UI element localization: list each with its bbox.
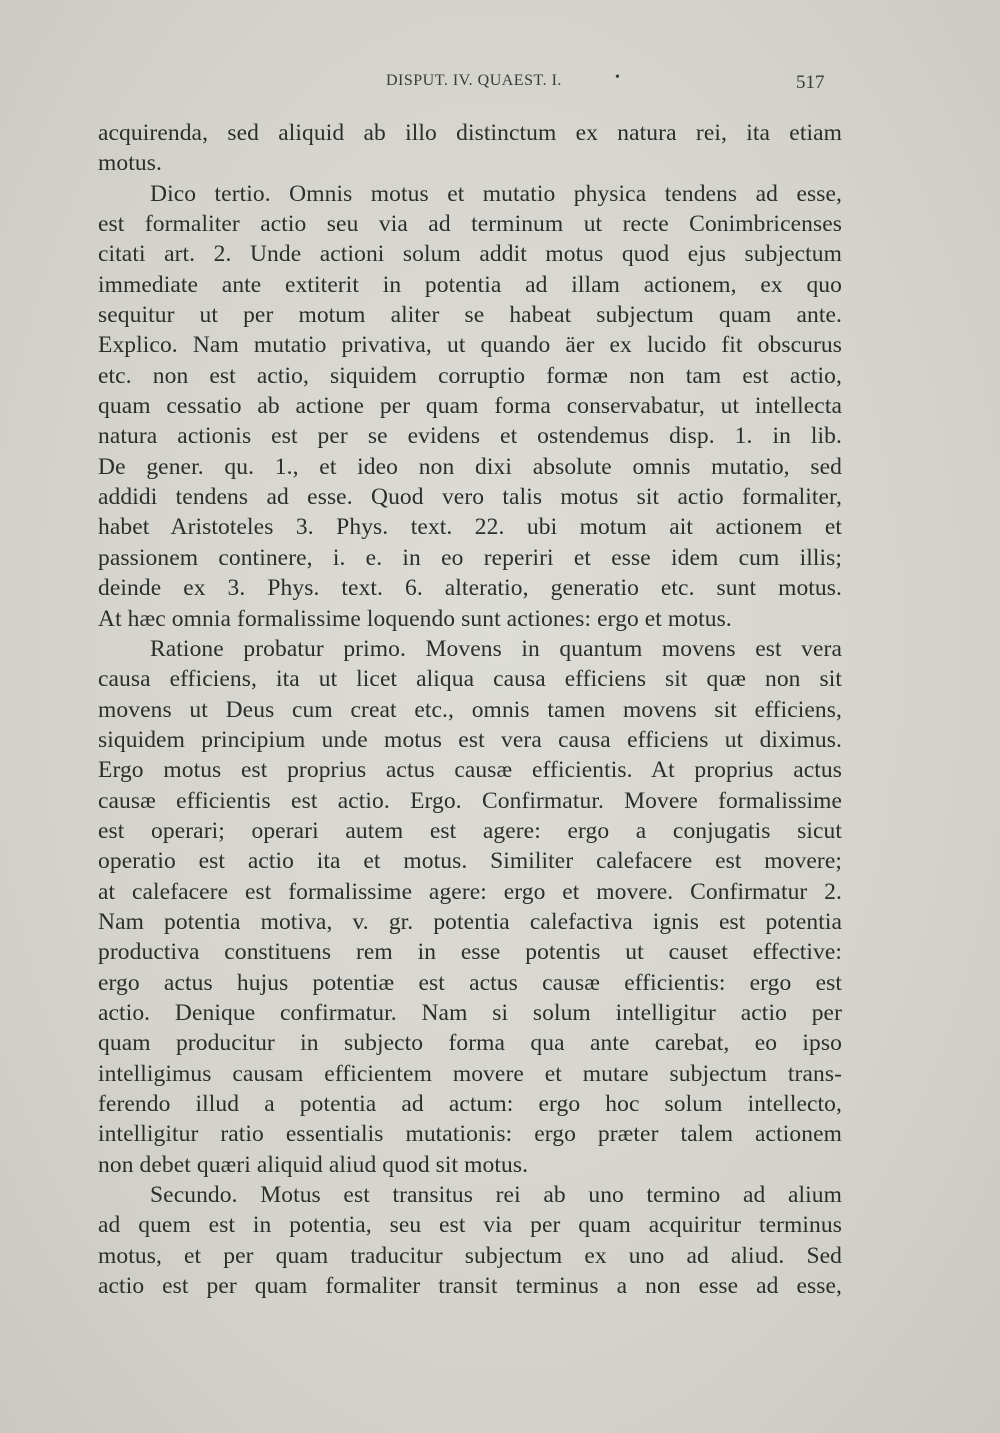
text-line: siquidem principium unde motus est vera causa efficiens ut diximus. — [98, 726, 842, 753]
text-line: ad quem est in potentia, seu est via per quam acquiritur terminus — [98, 1212, 842, 1239]
text-line: causæ efficientis est actio. Ergo. Confirmatur. Movere formalissime — [98, 787, 842, 814]
text-line: causa efficiens, ita ut licet aliqua causa efficiens sit quæ non sit — [98, 666, 842, 693]
text-line: De gener. qu. 1., et ideo non dixi absolute omnis mutatio, sed — [98, 453, 842, 480]
text-line: at calefacere est formalissime agere: ergo et movere. Confirmatur 2. — [98, 878, 842, 905]
text-line: sequitur ut per motum aliter se habeat subjectum quam ante. — [98, 302, 842, 329]
text-line: non debet quæri aliquid aliud quod sit motus. — [98, 1151, 529, 1178]
text-line: immediate ante extiterit in potentia ad illam actionem, ex quo — [98, 271, 842, 298]
paragraph-start-line: Ratione probatur primo. Movens in quantum movens est vera — [150, 635, 842, 662]
header-ornament: • — [615, 70, 620, 85]
text-line: motus. — [98, 150, 162, 177]
text-line: quam producitur in subjecto forma qua ante carebat, eo ipso — [98, 1030, 842, 1057]
text-line: At hæc omnia formalissime loquendo sunt actiones: ergo et motus. — [98, 605, 732, 632]
text-line: actio est per quam formaliter transit terminus a non esse ad esse, — [98, 1273, 842, 1300]
paragraph-start-line: Secundo. Motus est transitus rei ab uno termino ad alium — [150, 1182, 842, 1209]
text-line: intelligitur ratio essentialis mutationis: ergo præter talem actionem — [98, 1121, 842, 1148]
text-line: etc. non est actio, siquidem corruptio formæ non tam est actio, — [98, 362, 842, 389]
running-title: DISPUT. IV. QUAEST. I. — [386, 72, 562, 89]
text-line: intelligimus causam efficientem movere et mutare subjectum trans- — [98, 1060, 842, 1087]
text-line: deinde ex 3. Phys. text. 6. alteratio, generatio etc. sunt motus. — [98, 575, 842, 602]
text-line: natura actionis est per se evidens et ostendemus disp. 1. in lib. — [98, 423, 842, 450]
text-line: motus, et per quam traducitur subjectum ex uno ad aliud. Sed — [98, 1242, 842, 1269]
text-line: est operari; operari autem est agere: ergo a conjugatis sicut — [98, 817, 842, 844]
text-line: operatio est actio ita et motus. Similiter calefacere est movere; — [98, 848, 842, 875]
text-line: Ergo motus est proprius actus causæ efficientis. At proprius actus — [98, 757, 842, 784]
text-line: Nam potentia motiva, v. gr. potentia calefactiva ignis est potentia — [98, 908, 842, 935]
text-line: habet Aristoteles 3. Phys. text. 22. ubi motum ait actionem et — [98, 514, 842, 541]
body-text — [98, 118, 842, 1301]
text-line: passionem continere, i. e. in eo reperiri et esse idem cum illis; — [98, 544, 842, 571]
text-line: quam cessatio ab actione per quam forma conservabatur, ut intellecta — [98, 393, 842, 420]
text-line: acquirenda, sed aliquid ab illo distinctum ex natura rei, ita etiam — [98, 120, 842, 146]
text-line: ergo actus hujus potentiæ est actus causæ efficientis: ergo est — [98, 969, 842, 996]
page-number: 517 — [796, 72, 825, 93]
paragraph-start-line: Dico tertio. Omnis motus et mutatio physica tendens ad esse, — [150, 180, 842, 207]
text-line: citati art. 2. Unde actioni solum addit motus quod ejus subjectum — [98, 241, 842, 268]
text-line: actio. Denique confirmatur. Nam si solum intelligitur actio per — [98, 999, 842, 1026]
text-line: Explico. Nam mutatio privativa, ut quando äer ex lucido fit obscurus — [98, 332, 842, 359]
text-line: movens ut Deus cum creat etc., omnis tamen movens sit efficiens, — [98, 696, 842, 723]
text-line: est formaliter actio seu via ad terminum ut recte Conimbricenses — [98, 211, 842, 238]
text-line: addidi tendens ad esse. Quod vero talis motus sit actio formaliter, — [98, 484, 842, 511]
text-line: ferendo illud a potentia ad actum: ergo hoc solum intellecto, — [98, 1091, 842, 1117]
text-line: productiva constituens rem in esse potentis ut causet effective: — [98, 939, 842, 966]
running-header — [0, 70, 1000, 96]
